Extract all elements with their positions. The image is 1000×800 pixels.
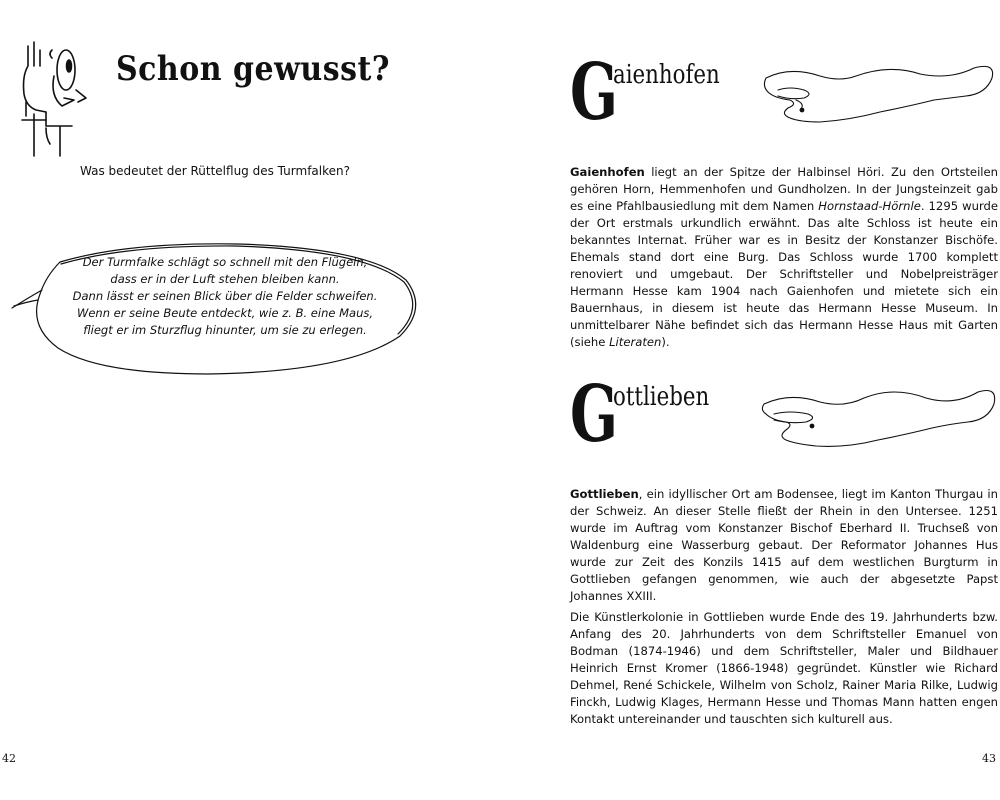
question-text: Was bedeutet der Rüttelflug des Turmfalken? — [80, 164, 350, 178]
section-gottlieben — [570, 369, 998, 726]
emphasis: Hornstaad-Hörnle — [818, 199, 921, 213]
paragraph-text: liegt an der Spitze der Halbinsel Höri. Zu den Ortsteilen gehören Horn, Hemmenhofen und Gundholzen. In der Jungsteinzeit gab es eine Pfahlbausiedlung mit dem Namen — [570, 165, 998, 213]
lead-word: Gaienhofen — [570, 165, 645, 179]
paragraph — [570, 486, 998, 605]
lake-outline-gaienhofen-icon — [760, 60, 1000, 132]
right-page — [500, 0, 1000, 800]
drop-initial: G — [570, 369, 618, 460]
answer-line: fliegt er im Sturzflug hinunter, um sie zu erlegen. — [83, 323, 367, 337]
paragraph-text: . 1295 wurde der Ort erstmals urkundlich erwähnt. Das alte Schloss ist heute ein bekanntes Internat. Früher war es in Besitz der Konstanzer Bischöfe. Ehemals stand dort eine Burg. Das Schloss wurde 1700 komplett renoviert und umgebaut. Der Schriftsteller und Nobelpreisträger Hermann Hesse kam 1904 nach Gaienhofen und mietete sich ein Bauernhaus, in diesem ist heute das Hermann Hesse Museum. In unmittelbarer Nähe befindet sich das Hermann Hesse Haus mit Garten (siehe — [570, 199, 998, 349]
answer-line: Wenn er seine Beute entdeckt, wie z. B. eine Maus, — [76, 306, 374, 320]
paragraph-text: ). — [661, 335, 670, 349]
lake-outline-gottlieben-icon — [760, 382, 1000, 454]
doodle-face-icon — [6, 36, 102, 162]
paragraph — [570, 164, 998, 351]
title-text: aienhofen — [613, 60, 720, 90]
section-body — [570, 164, 998, 351]
section-gaienhofen — [570, 47, 998, 349]
title-text: ottlieben — [613, 382, 710, 412]
emphasis: Literaten — [609, 335, 662, 349]
paragraph-text: , ein idyllischer Ort am Bodensee, liegt im Kanton Thurgau in der Schweiz. An dieser Stelle fließt der Rhein in den Untersee. 1251 wurde im Auftrag vom Konstanzer Bischof Eberhard II. Truchseß von Waldenburg eine Wasserburg gebaut. Der Reformator Johannes Hus wurde zur Zeit des Konzils 1415 auf dem westlichen Burgturm in Gottlieben gefangen genommen, wie auch der abgesetzte Papst Johannes XXIII. — [570, 487, 998, 603]
page-number-left: 42 — [2, 752, 16, 765]
paragraph — [570, 609, 998, 728]
answer-line: Dann lässt er seinen Blick über die Felder schweifen. — [72, 289, 378, 303]
page-heading: Schon gewusst? — [116, 50, 390, 90]
answer-line: dass er in der Luft stehen bleiben kann. — [110, 272, 340, 286]
drop-initial: G — [570, 47, 618, 138]
section-title — [570, 369, 998, 468]
paragraph-text: Die Künstlerkolonie in Gottlieben wurde Ende des 19. Jahrhunderts bzw. Anfang des 20. Jahrhunderts von dem Schriftsteller Emanuel von Bodman (1874-1946) und dem Schriftsteller, Maler und Bildhauer Heinrich Ernst Kromer (1866-1948) gegründet. Künstler wie Richard Dehmel, René Schickele, Wilhelm von Scholz, Rainer Maria Rilke, Ludwig Finckh, Ludwig Klages, Hermann Hesse und Thomas Mann hatten engen Kontakt untereinander und tauschten sich kulturell aus. — [570, 610, 998, 726]
lead-word: Gottlieben — [570, 487, 639, 501]
answer-line: Der Turmfalke schlägt so schnell mit den Flügeln, — [82, 255, 368, 269]
page-number-right: 43 — [982, 752, 996, 765]
section-body — [570, 486, 998, 728]
answer-text — [50, 254, 400, 339]
section-title — [570, 47, 998, 146]
